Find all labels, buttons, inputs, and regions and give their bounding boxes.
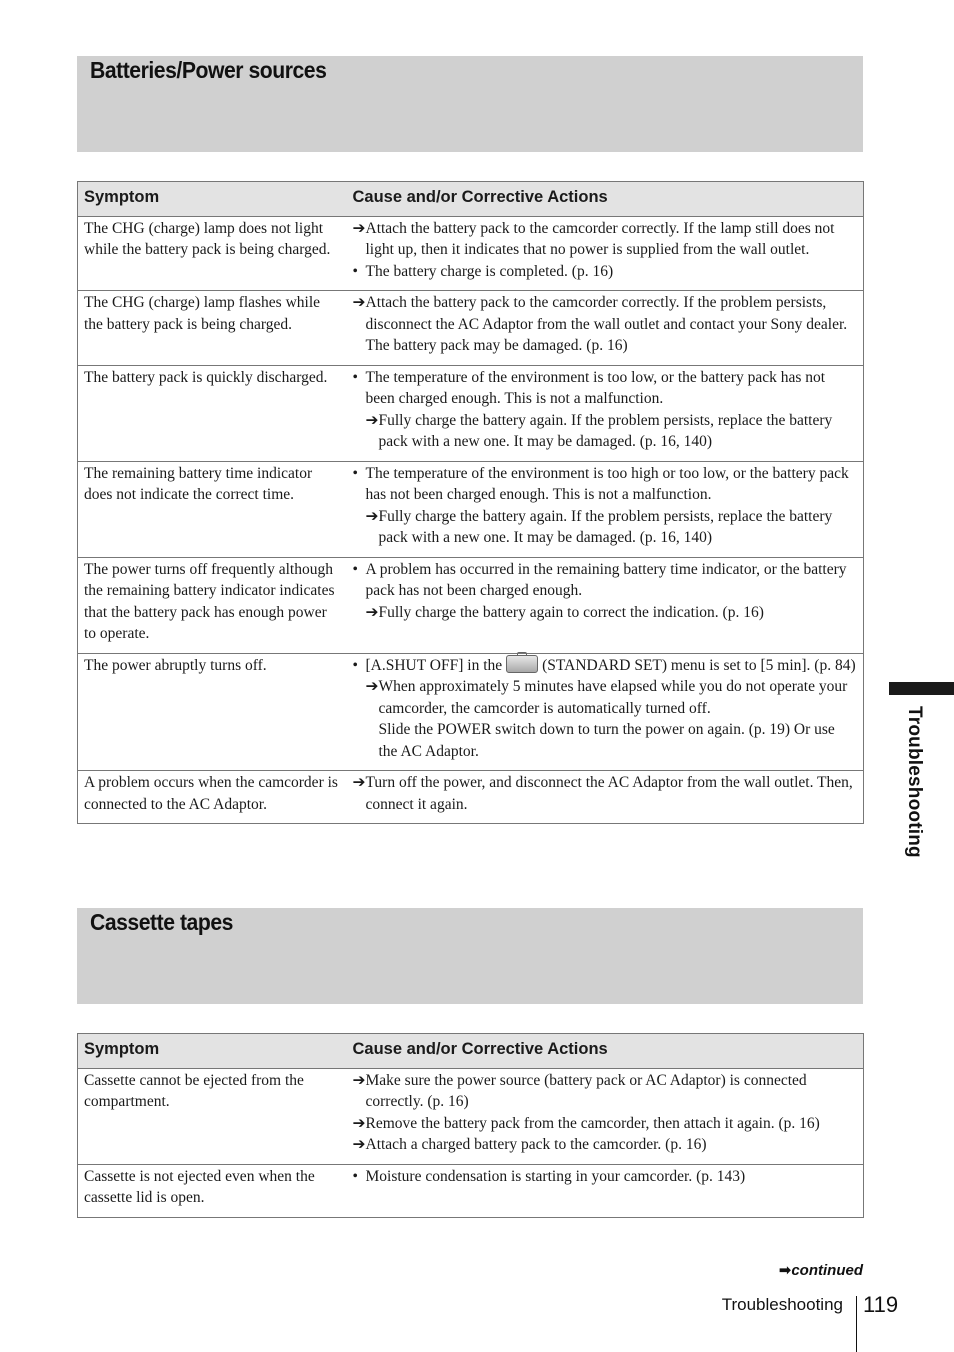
action-text: The temperature of the environment is too low, or the battery pack has not been charged enough. This is not a malfunction. <box>365 368 826 407</box>
action-text: Turn off the power, and disconnect the AC Adaptor from the wall outlet. Then, connect it again. <box>365 774 853 813</box>
symptom-cell: The CHG (charge) lamp does not light while the battery pack is being charged. <box>78 216 347 291</box>
standard-set-menu-icon <box>506 655 538 673</box>
footer-divider <box>856 1296 857 1352</box>
column-header-cause: Cause and/or Corrective Actions <box>347 182 864 217</box>
cause-cell <box>347 771 864 824</box>
bullet-marker: • <box>352 368 358 386</box>
action-text: Moisture condensation is starting in your camcorder. (p. 143) <box>365 1167 746 1185</box>
cause-cell <box>347 365 864 461</box>
bullet-marker: • <box>352 560 358 578</box>
table-row <box>78 1164 864 1217</box>
batteries-troubleshooting-table <box>77 181 864 824</box>
table-row <box>78 557 864 653</box>
side-tab-marker <box>889 682 954 695</box>
cause-cell <box>347 216 864 291</box>
table-body <box>78 216 864 824</box>
side-tab-label: Troubleshooting <box>904 706 925 858</box>
page-number: 119 <box>863 1292 899 1317</box>
action-line <box>353 559 858 602</box>
action-line <box>353 772 858 815</box>
arrow-marker: ➔ <box>365 507 379 525</box>
cause-cell <box>347 291 864 366</box>
table-row <box>78 461 864 557</box>
arrow-marker: ➔ <box>352 1136 366 1153</box>
symptom-cell: A problem occurs when the camcorder is connected to the AC Adaptor. <box>78 771 347 824</box>
action-line <box>353 1134 858 1156</box>
action-line <box>353 292 858 357</box>
arrow-marker: ➔ <box>365 411 379 429</box>
action-text: A problem has occurred in the remaining battery time indicator, or the battery pack has not been charged enough. <box>365 560 847 599</box>
action-line <box>353 218 858 261</box>
table-row <box>78 291 864 366</box>
action-text: When approximately 5 minutes have elapsed while you do not operate your camcorder, the camcorder is automatically turned off. <box>378 678 848 717</box>
arrow-marker: ➔ <box>352 774 366 791</box>
action-line <box>353 1166 858 1188</box>
action-text: Attach the battery pack to the camcorder correctly. If the lamp still does not light up, then it indicates that no power is supplied from the wall outlet. <box>365 219 835 258</box>
arrow-marker: ➔ <box>352 294 366 311</box>
table-header-row <box>78 182 864 217</box>
action-line <box>353 463 858 506</box>
table-row <box>78 1068 864 1164</box>
column-header-cause: Cause and/or Corrective Actions <box>347 1034 864 1069</box>
column-header-symptom: Symptom <box>78 182 347 217</box>
table-row <box>78 365 864 461</box>
action-text: The battery charge is completed. (p. 16) <box>365 262 614 280</box>
section-title: Cassette tapes <box>90 909 233 935</box>
action-text: Fully charge the battery again. If the problem persists, replace the battery pack with a new one. It may be damaged. (p. 16, 140) <box>378 411 833 450</box>
action-line <box>353 602 858 624</box>
section-bar-batteries <box>77 56 863 152</box>
action-text: The temperature of the environment is too high or too low, or the battery pack has not been charged enough. This is not a malfunction. <box>365 464 849 503</box>
arrow-marker: ➔ <box>365 678 379 695</box>
table-row <box>78 216 864 291</box>
cause-cell <box>347 1164 864 1217</box>
table-body <box>78 1068 864 1217</box>
symptom-cell: Cassette cannot be ejected from the compartment. <box>78 1068 347 1164</box>
symptom-cell: The remaining battery time indicator does not indicate the correct time. <box>78 461 347 557</box>
action-line <box>353 1070 858 1113</box>
cause-cell <box>347 461 864 557</box>
symptom-cell: The power abruptly turns off. <box>78 653 347 771</box>
action-text: [A.SHUT OFF] in the <box>365 656 503 674</box>
column-header-symptom: Symptom <box>78 1034 347 1069</box>
action-text: Make sure the power source (battery pack or AC Adaptor) is connected correctly. (p. 16) <box>365 1071 807 1110</box>
arrow-marker: ➔ <box>352 1114 366 1132</box>
bullet-marker: • <box>352 656 358 674</box>
action-line <box>353 506 858 549</box>
section-bar-cassette-tapes <box>77 908 863 1004</box>
table-row <box>78 771 864 824</box>
action-line <box>353 261 858 283</box>
bullet-marker: • <box>352 464 358 482</box>
action-line <box>353 367 858 410</box>
symptom-cell: The power turns off frequently although the remaining battery indicator indicates that the battery pack has enough power to operate. <box>78 557 347 653</box>
table-header-row <box>78 1034 864 1069</box>
action-text: Fully charge the battery again. If the problem persists, replace the battery pack with a new one. It may be damaged. (p. 16, 140) <box>378 507 833 546</box>
symptom-cell: The battery pack is quickly discharged. <box>78 365 347 461</box>
symptom-cell: The CHG (charge) lamp flashes while the battery pack is being charged. <box>78 291 347 366</box>
action-line <box>353 1113 858 1135</box>
action-line <box>353 655 858 677</box>
action-text: Fully charge the battery again to correct the indication. (p. 16) <box>378 603 764 621</box>
bullet-marker: • <box>352 1167 358 1185</box>
cause-cell <box>347 653 864 771</box>
action-text: (STANDARD SET) menu is set to [5 min]. (p. 84) <box>542 656 856 674</box>
table-row <box>78 653 864 771</box>
section-title: Batteries/Power sources <box>90 57 327 83</box>
action-text: Slide the POWER switch down to turn the power on again. (p. 19) Or use the AC Adaptor. <box>378 721 835 760</box>
action-text: Remove the battery pack from the camcorder, then attach it again. (p. 16) <box>365 1114 820 1132</box>
action-text: Attach a charged battery pack to the camcorder. (p. 16) <box>365 1136 707 1153</box>
symptom-cell: Cassette is not ejected even when the cassette lid is open. <box>78 1164 347 1217</box>
arrow-marker: ➔ <box>365 603 379 621</box>
bullet-marker: • <box>352 262 358 280</box>
action-text: Attach the battery pack to the camcorder correctly. If the problem persists, disconnect the AC Adaptor from the wall outlet and contact your Sony dealer. The battery pack may be damaged. (p. 16) <box>365 294 848 354</box>
arrow-marker: ➔ <box>352 1071 366 1089</box>
cassette-troubleshooting-table <box>77 1033 864 1218</box>
footer-section-name: Troubleshooting <box>721 1295 843 1314</box>
cause-cell <box>347 557 864 653</box>
action-line <box>353 676 858 719</box>
cause-cell <box>347 1068 864 1164</box>
continued-note: ➡continued <box>778 1262 863 1279</box>
action-line <box>353 719 858 762</box>
action-line <box>353 410 858 453</box>
arrow-marker: ➔ <box>352 219 366 237</box>
